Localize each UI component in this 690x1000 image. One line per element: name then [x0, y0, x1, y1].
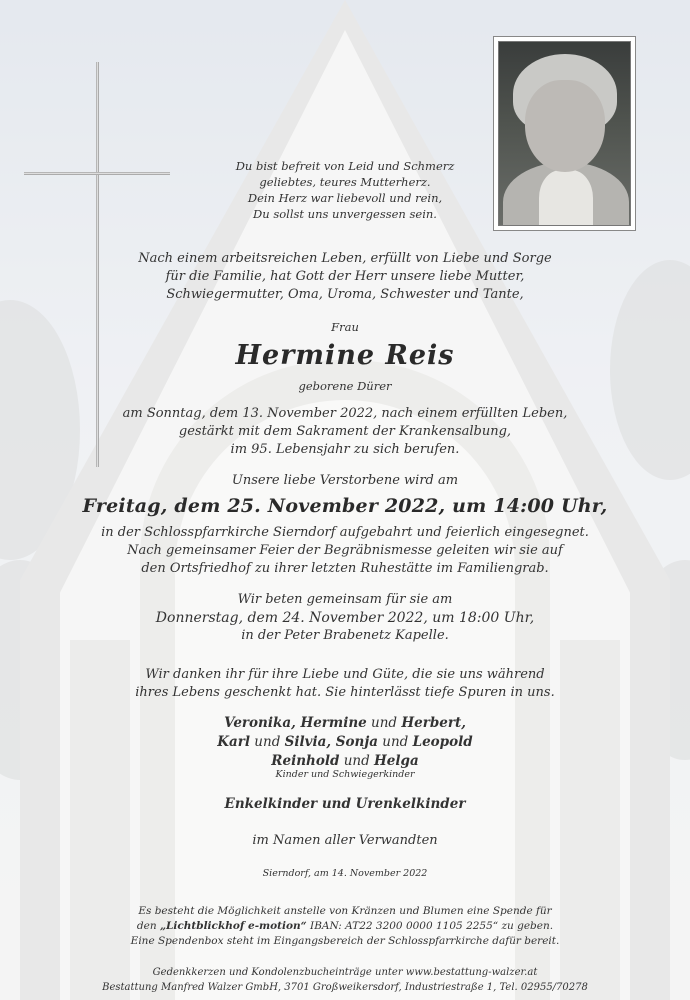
maiden-name: geborene Dürer — [298, 379, 392, 393]
verse-line: Du bist befreit von Leid und Schmerz — [235, 159, 455, 173]
funeral-date: Freitag, dem 25. November 2022, um 14:00 Uhr, — [82, 495, 608, 517]
funeral-details — [0, 524, 690, 578]
family-name: Leopold — [412, 734, 473, 750]
family-and: und — [377, 734, 413, 750]
family-and: und — [339, 753, 375, 769]
salutation: Frau — [331, 320, 359, 334]
prayer-line: Wir beten gemeinsam für sie am — [237, 592, 453, 607]
funeral-line: den Ortsfriedhof zu ihrer letzten Ruhestätte im Familiengrab. — [141, 561, 549, 576]
donation-text: IBAN: AT22 3200 0000 1105 2255“ zu geben. — [306, 920, 554, 932]
donation-recipient: „Lichtblickhof e-motion“ — [159, 920, 307, 932]
death-line: gestärkt mit dem Sakrament der Krankensalbung, — [178, 424, 512, 439]
thanks-line: ihres Lebens geschenkt hat. Sie hinterlässt tiefe Spuren in uns. — [135, 685, 555, 700]
donation-notice — [0, 904, 690, 949]
funeral-announce: Unsere liebe Verstorbene wird am — [231, 473, 459, 488]
intro-line: Schwiegermutter, Oma, Uroma, Schwester und Tante, — [166, 287, 524, 302]
family-name: Helga — [374, 753, 419, 769]
verse-line: geliebtes, teures Mutterherz. — [259, 175, 431, 189]
family-and: und — [366, 715, 402, 731]
family-names — [0, 714, 690, 771]
footer-line: Gedenkkerzen und Kondolenzbucheinträge unter www.bestattung-walzer.at — [152, 967, 538, 978]
death-line: am Sonntag, dem 13. November 2022, nach einem erfüllten Leben, — [122, 406, 568, 421]
death-line: im 95. Lebensjahr zu sich berufen. — [230, 442, 460, 457]
family-row — [0, 714, 690, 733]
thanks-line: Wir danken ihr für ihre Liebe und Güte, die sie uns während — [145, 667, 545, 682]
donation-line — [0, 919, 690, 934]
donation-line: Eine Spendenbox steht im Eingangsbereich der Schlosspfarrkirche dafür bereit. — [130, 935, 560, 947]
grandchildren: Enkelkinder und Urenkelkinder — [224, 796, 466, 812]
death-notice — [0, 405, 690, 459]
intro-text — [0, 250, 690, 304]
funeral-line: Nach gemeinsamer Feier der Begräbnismesse geleiten wir sie auf — [127, 543, 563, 558]
verse-line: Dein Herz war liebevoll und rein, — [247, 191, 443, 205]
family-name: Reinhold — [271, 753, 340, 769]
relatives: im Namen aller Verwandten — [252, 833, 438, 848]
family-name: Veronika, Hermine — [224, 715, 367, 731]
place-date: Sierndorf, am 14. November 2022 — [262, 868, 428, 879]
intro-line: für die Familie, hat Gott der Herr unsere liebe Mutter, — [165, 269, 525, 284]
prayer-notice — [0, 591, 690, 645]
family-name: Herbert, — [401, 715, 466, 731]
family-row — [0, 733, 690, 752]
donation-text: den — [136, 920, 160, 932]
family-and: und — [250, 734, 285, 750]
prayer-line: in der Peter Brabenetz Kapelle. — [241, 628, 449, 643]
donation-line: Es besteht die Möglichkeit anstelle von Kränzen und Blumen eine Spende für — [138, 905, 552, 917]
family-name: Karl — [217, 734, 251, 750]
family-name: Silvia, Sonja — [284, 734, 378, 750]
prayer-line: Donnerstag, dem 24. November 2022, um 18:00 Uhr, — [155, 610, 535, 626]
funeral-line: in der Schlosspfarrkirche Sierndorf aufgebahrt und feierlich eingesegnet. — [101, 525, 589, 540]
verse — [0, 158, 690, 222]
verse-line: Du sollst uns unvergessen sein. — [253, 207, 437, 221]
footer — [0, 965, 690, 995]
footer-line: Bestattung Manfred Walzer GmbH, 3701 Großweikersdorf, Industriestraße 1, Tel. 02955/70278 — [102, 982, 588, 993]
deceased-name: Hermine Reis — [235, 340, 455, 371]
thanks-text — [0, 666, 690, 702]
intro-line: Nach einem arbeitsreichen Leben, erfüllt von Liebe und Sorge — [138, 251, 552, 266]
family-caption: Kinder und Schwiegerkinder — [275, 769, 415, 780]
